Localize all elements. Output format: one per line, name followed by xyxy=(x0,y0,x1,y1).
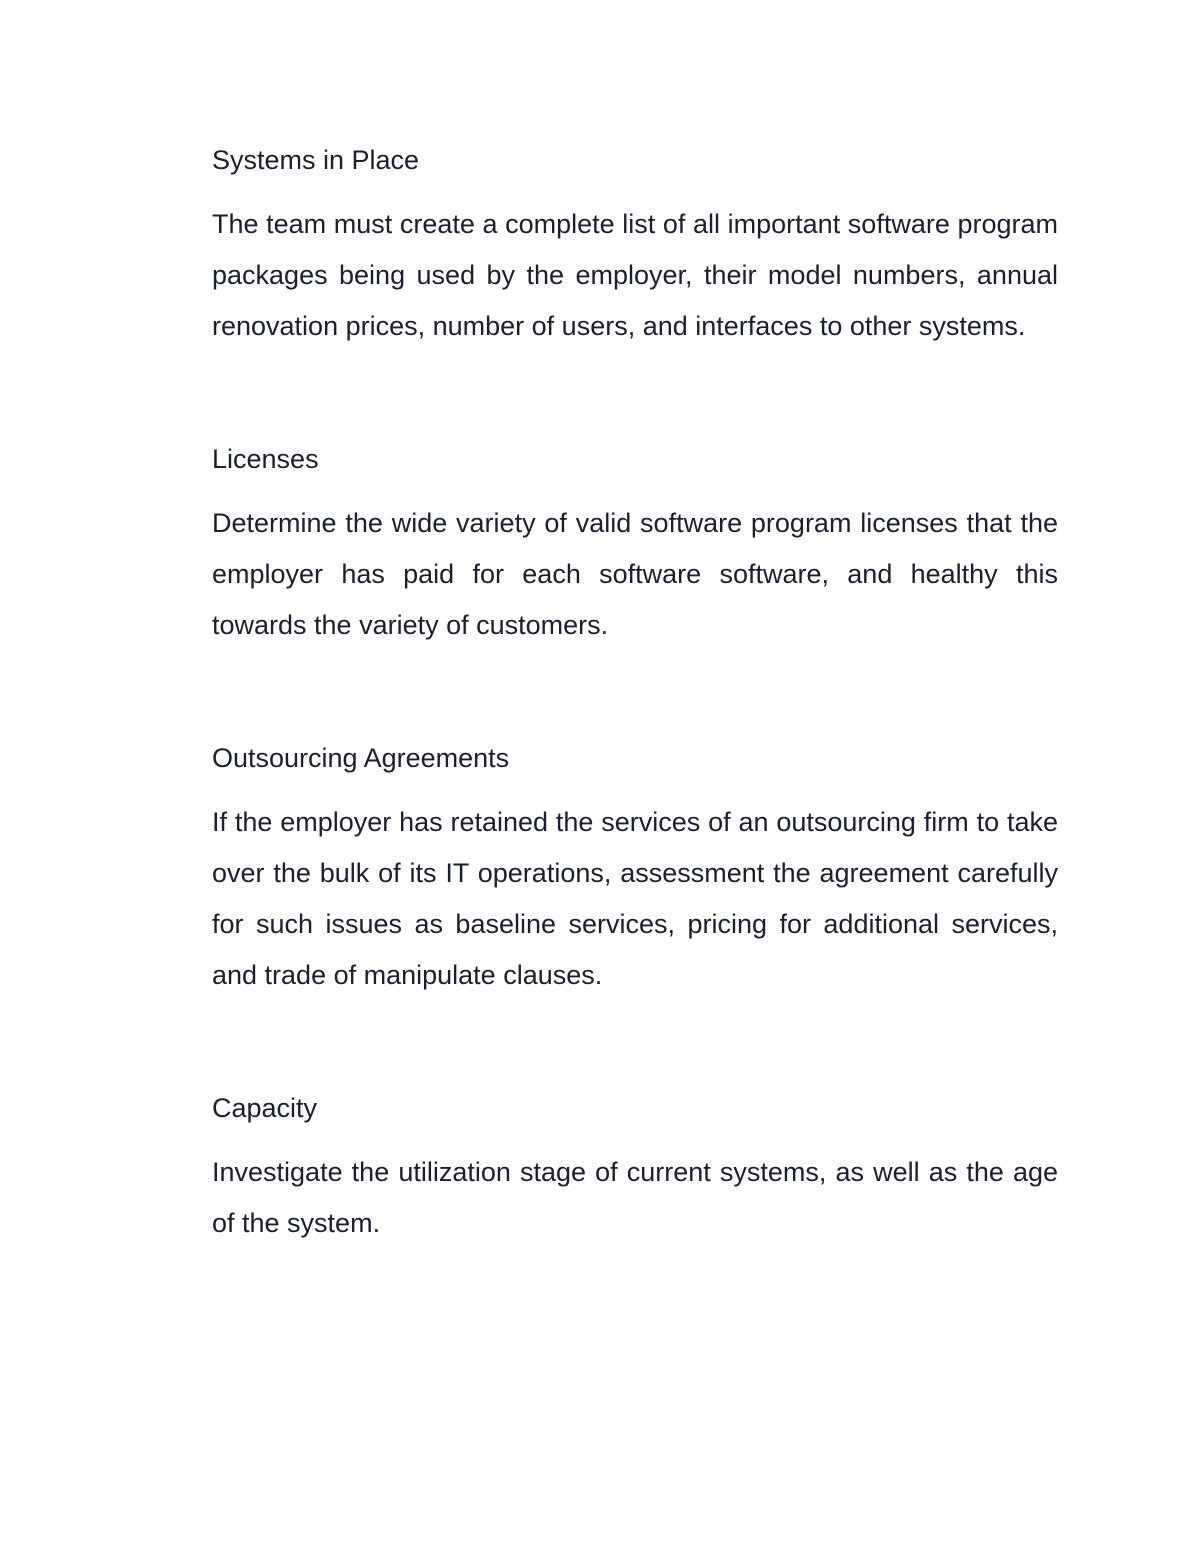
section-capacity xyxy=(212,1089,1058,1249)
section-paragraph: The team must create a complete list of all important software program packages being used by the employer, their model numbers, annual renovation prices, number of users, and interfaces to other systems. xyxy=(212,209,1058,341)
document-body xyxy=(212,141,1058,1337)
section-heading: Capacity xyxy=(212,1093,318,1123)
section-heading: Outsourcing Agreements xyxy=(212,743,510,773)
section-licenses xyxy=(212,440,1058,651)
section-paragraph: Investigate the utilization stage of current systems, as well as the age of the system. xyxy=(212,1157,1058,1238)
section-heading: Systems in Place xyxy=(212,145,420,175)
section-heading: Licenses xyxy=(212,444,319,474)
section-paragraph: Determine the wide variety of valid software program licenses that the employer has paid for each software software, and healthy this towards the variety of customers. xyxy=(212,508,1058,640)
section-paragraph: If the employer has retained the services of an outsourcing firm to take over the bulk of its IT operations, assessment the agreement carefully for such issues as baseline services, pricing for additional services, and trade of manipulate clauses. xyxy=(212,807,1058,990)
section-outsourcing-agreements xyxy=(212,739,1058,1001)
section-systems-in-place xyxy=(212,141,1058,352)
